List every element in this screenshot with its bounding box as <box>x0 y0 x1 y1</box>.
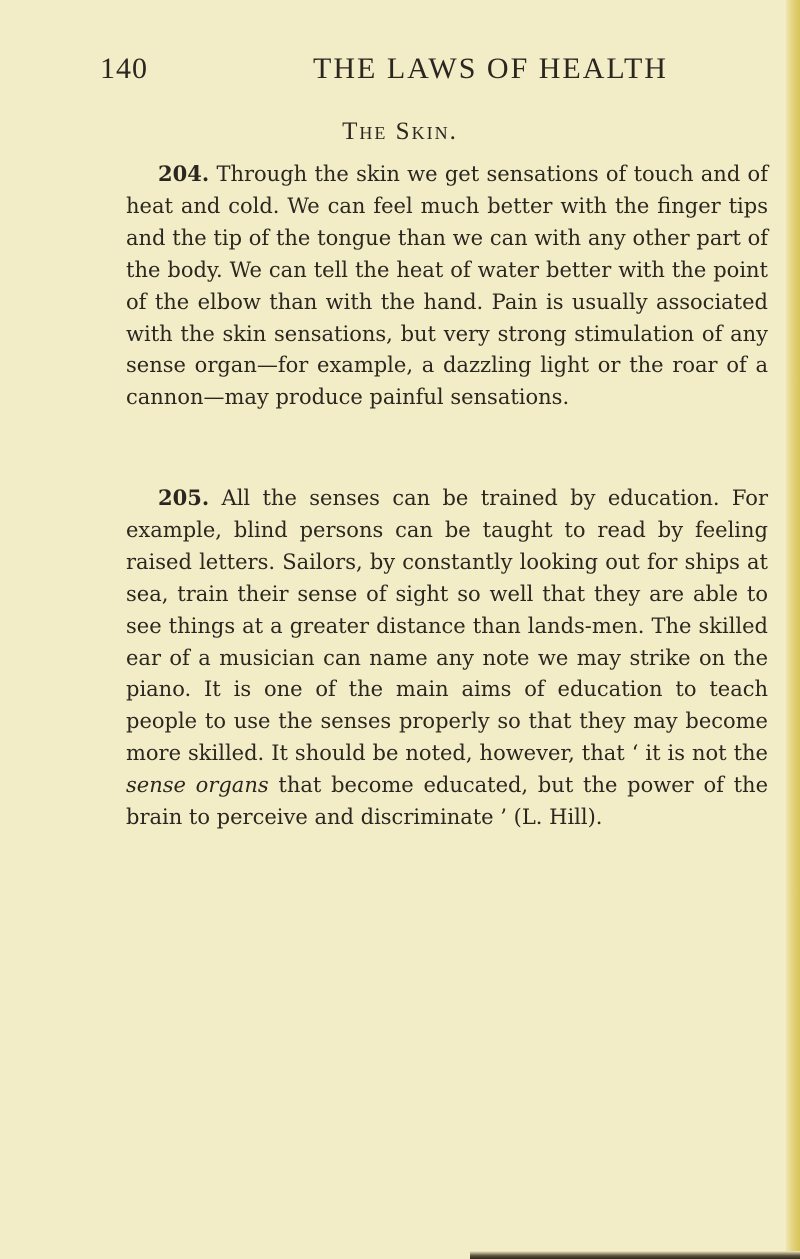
page-edge <box>786 0 800 1259</box>
paragraph-205 <box>126 482 768 834</box>
paragraph-number: 205. <box>158 485 210 510</box>
paragraph-number: 204. <box>158 161 210 186</box>
bottom-rule <box>470 1251 800 1259</box>
paragraph-204 <box>126 158 768 414</box>
section-heading: The Skin. <box>342 118 458 145</box>
paragraph-text: All the senses can be trained by education. For example, blind persons can be taught to read by feeling raised letters. Sailors, by constantly looking out for ships at sea, train their sense of sight so well that they are able to see things at a greater distance than lands-men. The skilled ear of a musician can name any note we may strike on the piano. It is one of the main aims of education to teach people to use the senses properly so that they may become more skilled. It should be noted, however, that ‘ it is not the <box>126 486 768 766</box>
book-title: THE LAWS OF HEALTH <box>313 52 668 85</box>
running-head <box>100 52 740 92</box>
emphasized-phrase: sense organs <box>126 773 269 798</box>
paragraph-text: Through the skin we get sensations of touch and of heat and cold. We can feel much better with the finger tips and the tip of the tongue than we can with any other part of the body. We can tell the heat of water better with the point of the elbow than with the hand. Pain is usually associated with the skin sensations, but very strong stimulation of any sense organ—for example, a dazzling light or the roar of a cannon—may produce painful sensations. <box>126 162 768 410</box>
page-number: 140 <box>100 52 148 85</box>
paragraph-text-end: that become educated, but the power of the brain to perceive and discriminate ’ (L. Hill). <box>126 773 769 830</box>
